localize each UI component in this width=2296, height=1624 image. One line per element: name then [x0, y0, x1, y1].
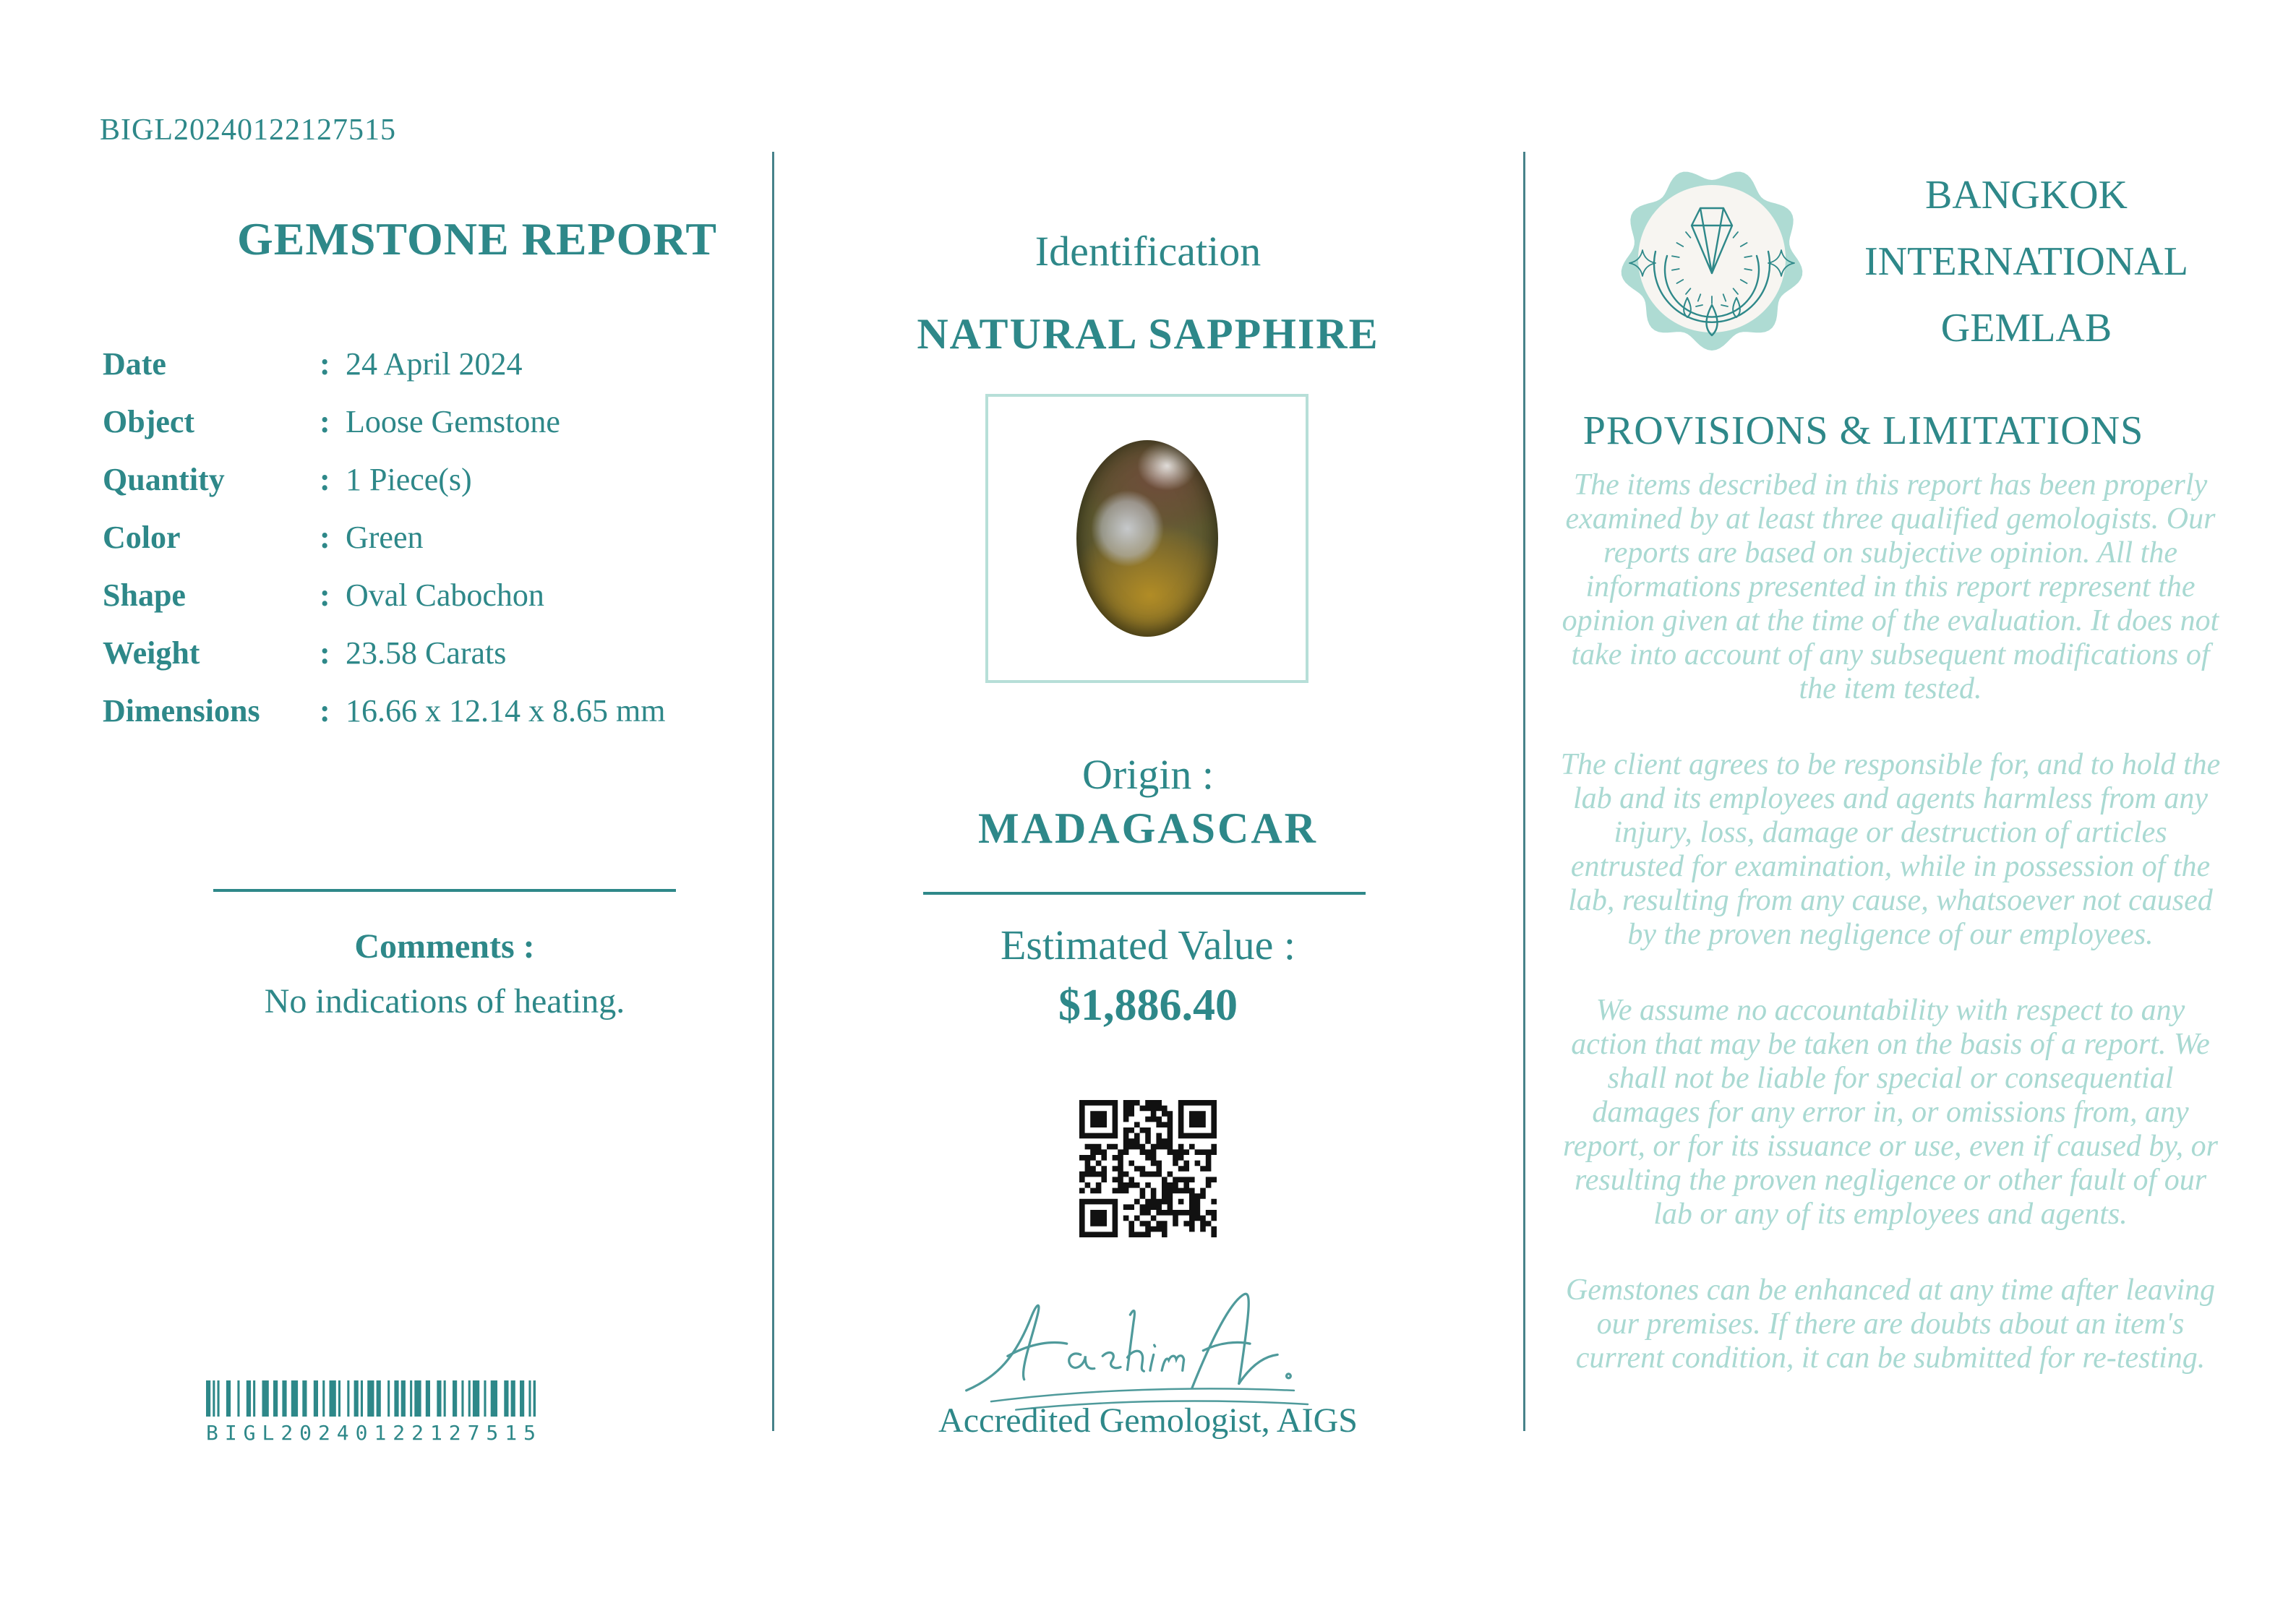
gemstone-photo-frame — [985, 394, 1308, 683]
barcode-char: 2 — [280, 1421, 294, 1445]
lab-name-line: INTERNATIONAL — [1864, 239, 2188, 284]
provision-paragraph: The items described in this report has been properly examined by at least three qualified gemologists. Our reports are based on subjective opinion. All the informations presented in this report represent the opinion given at the time of the evaluation. It does not take into account of any subsequent modifications of the item tested. — [1562, 468, 2219, 705]
species-name: NATURAL SAPPHIRE — [917, 310, 1379, 358]
provision-paragraph: The client agrees to be responsible for, and to hold the lab and its employees and agents harmless from any injury, loss, damage or destruction of articles entrusted for examination, while in possession of the lab, resulting from any cause, whatsoever not caused by the proven negligence of our employees. — [1560, 748, 2221, 951]
lab-name-line: BANGKOK — [1925, 173, 2128, 218]
barcode-char: 4 — [336, 1421, 349, 1445]
barcode-icon — [206, 1380, 536, 1417]
estimated-value-label: Estimated Value : — [1000, 921, 1296, 968]
report-number: BIGL20240122127515 — [100, 113, 396, 147]
field-value: Green — [346, 520, 424, 555]
provisions-heading: PROVISIONS & LIMITATIONS — [1582, 408, 2144, 453]
lab-name-line: GEMLAB — [1940, 306, 2112, 351]
barcode-char: 5 — [523, 1421, 536, 1445]
field-label: Color — [103, 520, 181, 555]
field-row — [103, 692, 739, 750]
barcode-char: 0 — [355, 1421, 368, 1445]
provisions-text — [1554, 468, 2227, 1417]
signature-icon — [940, 1273, 1359, 1418]
provision-paragraph: We assume no accountability with respect to any action that may be taken on the basis of a report. We shall not be liable for special or consequential damages for any error in, or omissions from, any report, or for its issuance or use, even if caused by, or resulting the proven negligence or other fault of our lab or any of its employees and agents. — [1562, 994, 2218, 1231]
field-colon: : — [320, 346, 330, 382]
field-label: Object — [103, 404, 195, 439]
page-title: GEMSTONE REPORT — [236, 213, 718, 265]
provision-paragraph: Gemstones can be enhanced at any time after leaving our premises. If there are doubts about an item's current condition, it can be submitted for re-testing. — [1565, 1273, 2216, 1375]
origin-value: MADAGASCAR — [978, 804, 1318, 852]
field-row — [103, 403, 739, 461]
barcode-text — [206, 1421, 536, 1445]
field-row — [103, 345, 739, 403]
field-value: Loose Gemstone — [346, 404, 560, 439]
barcode-char: 1 — [429, 1421, 442, 1445]
barcode-char: 0 — [299, 1421, 312, 1445]
field-label: Dimensions — [103, 693, 260, 729]
barcode-char: 1 — [374, 1421, 387, 1445]
field-label: Quantity — [103, 462, 225, 497]
barcode-char: 2 — [393, 1421, 406, 1445]
field-row — [103, 461, 739, 519]
barcode-char: 2 — [411, 1421, 424, 1445]
field-row — [103, 577, 739, 635]
value-divider — [923, 892, 1366, 895]
gemlab-seal-icon — [1618, 165, 1806, 353]
qr-code-icon — [1079, 1100, 1217, 1237]
field-row — [103, 635, 739, 692]
comments-text: No indications of heating. — [264, 982, 625, 1021]
estimated-value: $1,886.40 — [1058, 981, 1238, 1030]
lab-name — [1822, 162, 2231, 361]
barcode-char: 5 — [486, 1421, 499, 1445]
barcode-char: L — [262, 1421, 275, 1445]
details-table — [103, 345, 739, 750]
gemologist-signature — [940, 1273, 1359, 1418]
field-colon: : — [320, 462, 330, 497]
comments-label: Comments : — [354, 927, 535, 966]
barcode-char: G — [243, 1421, 256, 1445]
barcode-char: 2 — [317, 1421, 330, 1445]
origin-label: Origin : — [1081, 751, 1215, 798]
field-value: 16.66 x 12.14 x 8.65 mm — [346, 693, 666, 729]
column-divider — [772, 152, 774, 1431]
barcode-char: 7 — [467, 1421, 480, 1445]
field-value: Oval Cabochon — [346, 577, 544, 613]
field-colon: : — [320, 520, 330, 555]
identification-heading: Identification — [1035, 228, 1261, 275]
column-divider — [1523, 152, 1525, 1431]
field-row — [103, 519, 739, 577]
field-colon: : — [320, 635, 330, 671]
field-colon: : — [320, 693, 330, 729]
barcode-char: 1 — [505, 1421, 518, 1445]
barcode-char: I — [224, 1421, 237, 1445]
field-value: 24 April 2024 — [346, 346, 523, 382]
field-value: 23.58 Carats — [346, 635, 507, 671]
field-label: Shape — [103, 577, 186, 613]
barcode-char: 2 — [448, 1421, 461, 1445]
field-value: 1 Piece(s) — [346, 462, 472, 497]
comments-divider — [213, 889, 676, 892]
field-colon: : — [320, 404, 330, 439]
barcode-char: B — [206, 1421, 218, 1445]
field-label: Weight — [103, 635, 200, 671]
field-colon: : — [320, 577, 330, 613]
gemstone-photo — [1076, 440, 1218, 637]
signatory-title: Accredited Gemologist, AIGS — [938, 1401, 1358, 1440]
field-label: Date — [103, 346, 166, 382]
